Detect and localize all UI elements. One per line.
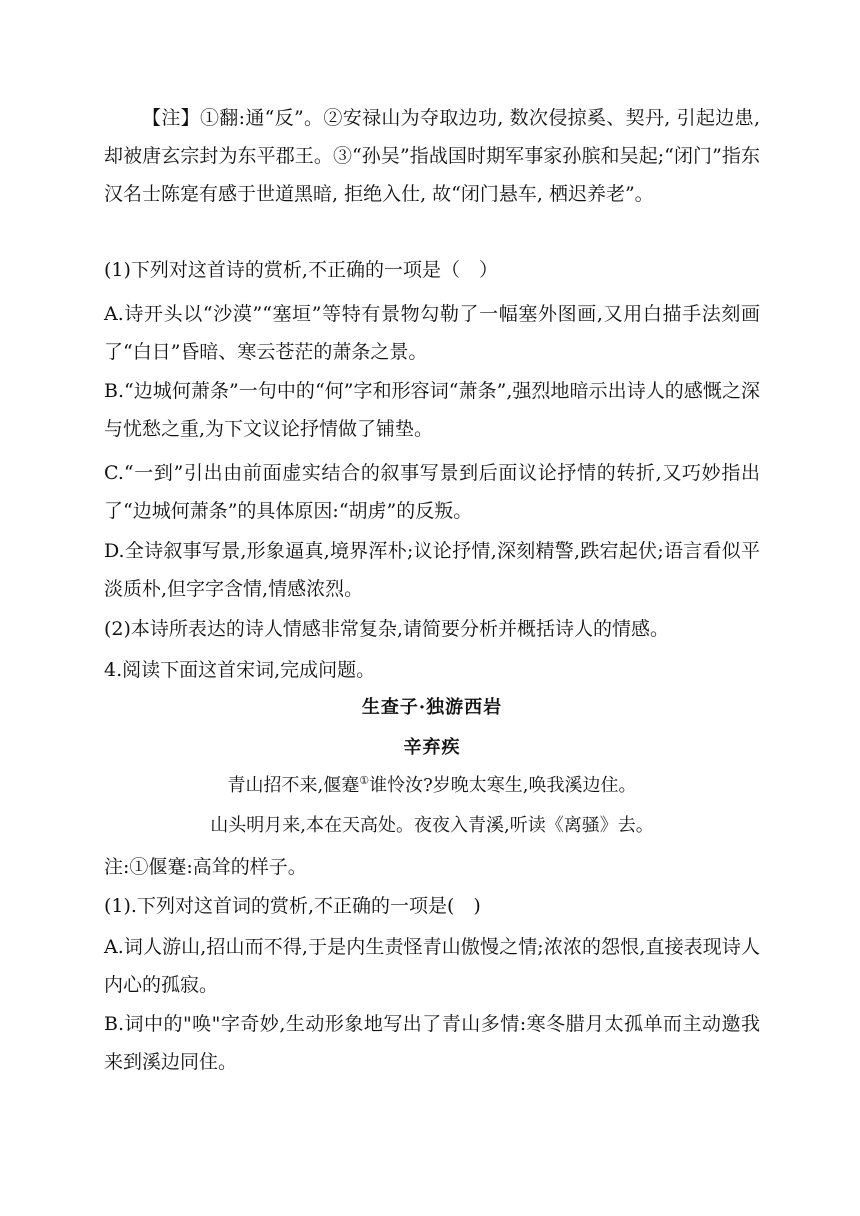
note-block: 【注】①翻:通“反”。②安禄山为夺取边功, 数次侵掠奚、契丹, 引起边患, 却被唐玄宗封为东平郡王。③“孙吴”指战国时期军事家孙膑和吴起;“闭门”指东汉名士陈寔有感于世道黑暗, 拒绝入仕, 故“闭门悬车, 栖迟养老”。 (104, 107, 760, 205)
poem-author: 辛弃疾 (403, 737, 461, 758)
option-b: B.“边城何萧条”一句中的“何”字和形容词“萧条”,强烈地暗示出诗人的感慨之深与忧愁之重,为下文议论抒情做了铺垫。 (104, 380, 760, 440)
poem-line-2: 山头明月来,本在天高处。夜夜入青溪,听读《离骚》去。 (210, 815, 654, 836)
poem-title: 生查子·独游西岩 (361, 697, 503, 718)
poem-line-1 (104, 768, 760, 804)
option-a: A.诗开头以“沙漠”“塞垣”等特有景物勾勒了一幅塞外图画,又用白描手法刻画了“白日”昏暗、寒云苍茫的萧条之景。 (104, 303, 760, 363)
question-4-intro: 4.阅读下面这首宋词,完成问题。 (104, 659, 376, 681)
poem-note: 注:①偃蹇:高耸的样子。 (104, 856, 307, 878)
option-a-ci: A.词人游山,招山而不得,于是内生责怪青山傲慢之情;浓浓的怨恨,直接表现诗人内心的孤寂。 (104, 936, 760, 996)
footnote-marker: ① (359, 774, 370, 787)
question-3-1: (1)下列对这首诗的赏析,不正确的一项是（ ） (104, 259, 498, 281)
option-c: C.“一到”引出由前面虚实结合的叙事写景到后面议论抒情的转折,又巧妙指出了“边城何萧条”的具体原因:“胡虏”的反叛。 (104, 462, 760, 522)
poem-line-1-part-b: 谁怜汝?岁晚太寒生,唤我溪边住。 (369, 775, 637, 796)
poem-line-1-part-a: 青山招不来,偃蹇 (227, 775, 360, 796)
question-3-2: (2)本诗所表达的诗人情感非常复杂,请简要分析并概括诗人的情感。 (104, 618, 669, 640)
option-b-ci: B.词中的"唤"字奇妙,生动形象地写出了青山多情:寒冬腊月太孤单而主动邀我来到溪边同住。 (104, 1013, 760, 1073)
question-4-1: (1).下列对这首词的赏析,不正确的一项是( ) (104, 895, 481, 917)
option-d: D.全诗叙事写景,形象逼真,境界浑朴;议论抒情,深刻精警,跌宕起伏;语言看似平淡质朴,但字字含情,情感浓烈。 (104, 540, 760, 600)
